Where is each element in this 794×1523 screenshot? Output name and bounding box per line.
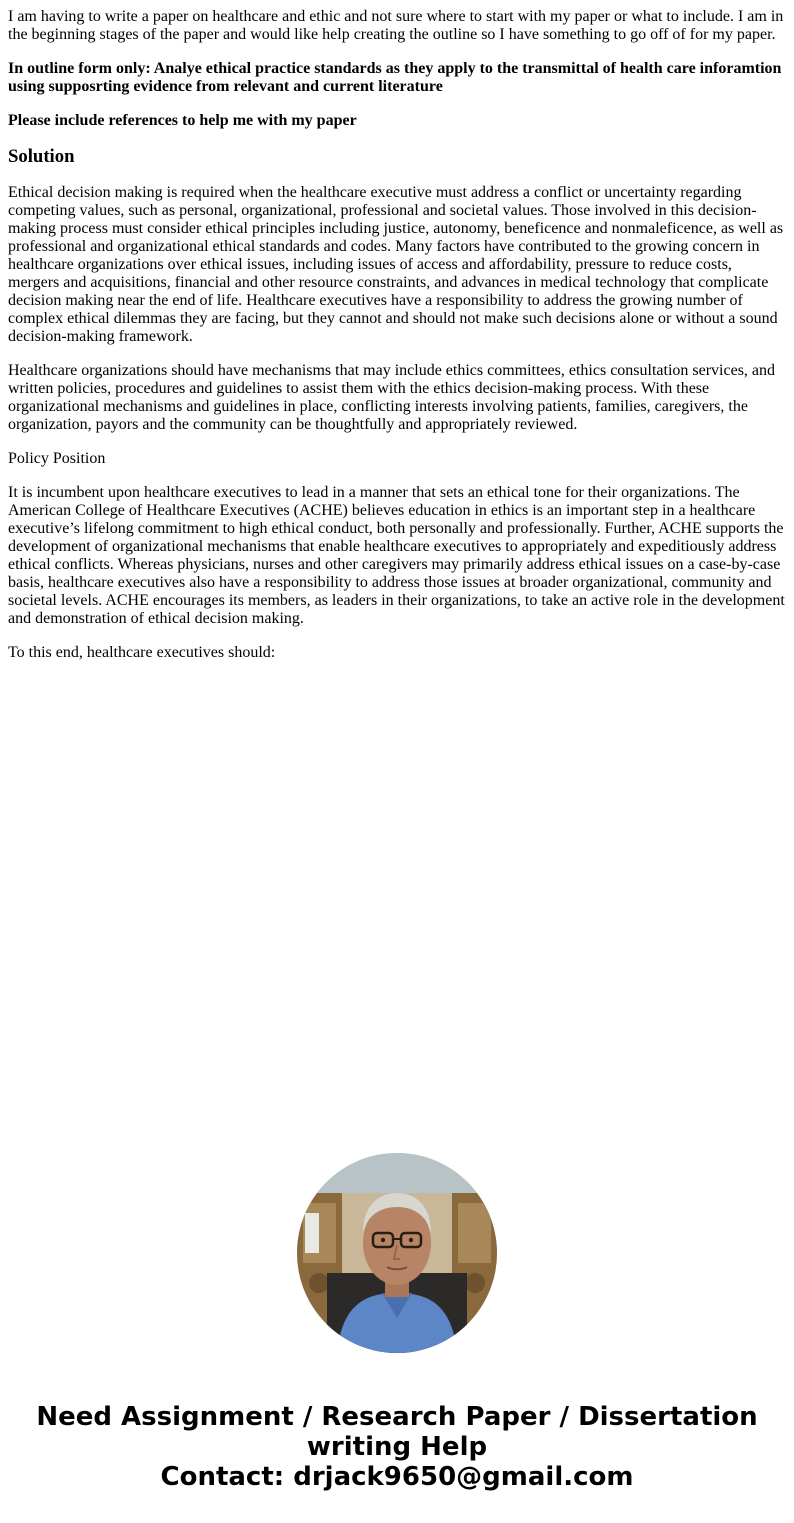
cta-contact-line: Contact: drjack9650@gmail.com (160, 1462, 634, 1492)
question-intro: I am having to write a paper on healthcare and ethic and not sure where to start with my paper or what to include. I am in the beginning stages of the paper and would like help creating the outline so I have something to go off of for my paper. (8, 8, 784, 43)
contact-banner (0, 1402, 794, 1492)
solution-heading: Solution (8, 146, 75, 167)
solution-paragraph: It is incumbent upon healthcare executives to lead in a manner that sets an ethical tone for their organizations. The American College of Healthcare Executives (ACHE) believes education in ethics is an important step in a healthcare executive’s lifelong commitment to high ethical conduct, both personally and professionally. Further, ACHE supports the development of organizational mechanisms that enable healthcare executives to appropriately and expeditiously address ethical conflicts. Whereas physicians, nurses and other caregivers may primarily address ethical issues on a case-by-case basis, healthcare executives also have a responsibility to address those issues at broader organizational, community and societal levels. ACHE encourages its members, as leaders in their organizations, to take an active role in the development and demonstration of ethical decision making. (8, 484, 785, 627)
question-instruction: In outline form only: Analye ethical practice standards as they apply to the transmittal of health care inforamtion using supposrting evidence from relevant and current literature (8, 60, 782, 95)
policy-position-label: Policy Position (8, 450, 106, 467)
author-avatar (297, 1153, 497, 1353)
solution-paragraph: To this end, healthcare executives should: (8, 644, 276, 661)
cta-line-2: writing Help (306, 1432, 488, 1462)
article-content (8, 0, 786, 678)
cta-line-1: Need Assignment / Research Paper / Dissertation (36, 1402, 758, 1432)
solution-paragraph: Ethical decision making is required when the healthcare executive must address a conflict or uncertainty regarding competing values, such as personal, organizational, professional and societal values. Those involved in this decision-making process must consider ethical principles including justice, autonomy, beneficence and nonmaleficence, as well as professional and organizational ethical standards and codes. Many factors have contributed to the growing concern in healthcare organizations over ethical issues, including issues of access and affordability, pressure to reduce costs, mergers and acquisitions, financial and other resource constraints, and advances in medical technology that complicate decision making near the end of life. Healthcare executives have a responsibility to address the growing number of complex ethical dilemmas they are facing, but they cannot and should not make such decisions alone or without a sound decision-making framework. (8, 184, 784, 345)
avatar-portrait (297, 1153, 497, 1353)
references-request: Please include references to help me with my paper (8, 112, 357, 129)
solution-paragraph: Healthcare organizations should have mechanisms that may include ethics committees, ethics consultation services, and written policies, procedures and guidelines to assist them with the ethics decision-making process. With these organizational mechanisms and guidelines in place, conflicting interests involving patients, families, caregivers, the organization, payors and the community can be thoughtfully and appropriately reviewed. (8, 362, 776, 433)
